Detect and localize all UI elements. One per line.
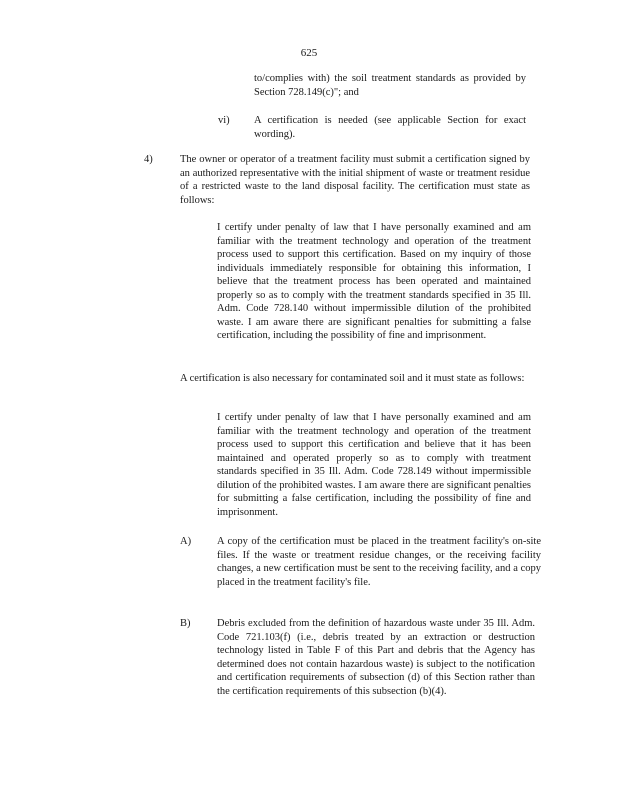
item-4-text: The owner or operator of a treatment facility must submit a certification signed by an authorized representative with the initial shipment of waste or treatment residue of a restricted waste to the land disposal facility. The certification must state as follows: — [180, 154, 530, 206]
item-b-text: Debris excluded from the definition of hazardous waste under 35 Ill. Adm. Code 721.103(f) (i.e., debris treated by an extraction or destruction technology listed in Table F of this Part and debris that the Agency has determined does not contain hazardous waste) is subject to the notification and certification requirements of subsection (d) of this Section rather than the certification requirements of this subsection (b)(4). — [217, 618, 535, 697]
soil-certification-intro — [180, 372, 534, 386]
soil-certification-intro-text: A certification is also necessary for contaminated soil and it must state as follows: — [180, 373, 525, 384]
item-vi-label: vi) — [218, 115, 230, 126]
item-vi — [254, 114, 526, 141]
item-4-label: 4) — [144, 154, 153, 165]
item-a — [217, 535, 541, 589]
item-b-label: B) — [180, 618, 191, 629]
item-v-continuation — [254, 72, 526, 99]
item-vi-text: A certification is needed (see applicable Section for exact wording). — [254, 115, 526, 140]
item-4-intro — [180, 153, 530, 207]
item-b — [217, 617, 535, 698]
certification-quote-2 — [217, 411, 531, 519]
certification-quote-1-text: I certify under penalty of law that I have personally examined and am familiar with the treatment technology and operation of the treatment process used to support this certification. Based on my inquiry of those individuals immediately responsible for obtaining this information, I believe that the treatment process has been operated and maintained properly so as to comply with the treatment standards specified in 35 Ill. Adm. Code 728.140 without impermissible dilution of the prohibited waste. I am aware there are significant penalties for submitting a false certification, including the possibility of fine and imprisonment. — [217, 222, 531, 341]
certification-quote-2-text: I certify under penalty of law that I have personally examined and am familiar with the treatment technology and operation of the treatment process used to support this certification and believe that it has been maintained and operated properly so as to comply with treatment standards specified in 35 Ill. Adm. Code 728.149 without impermissible dilution of the prohibited wastes. I am aware there are significant penalties for submitting a false certification, including the possibility of fine and imprisonment. — [217, 412, 531, 518]
item-a-text: A copy of the certification must be placed in the treatment facility's on-site files. If the waste or treatment residue changes, or the receiving facility changes, a new certification must be sent to the receiving facility, and a copy placed in the treatment facility's file. — [217, 536, 541, 588]
item-v-continuation-text: to/complies with) the soil treatment standards as provided by Section 728.149(c)"; and — [254, 73, 526, 98]
item-a-label: A) — [180, 536, 192, 547]
page-number: 625 — [300, 47, 318, 59]
certification-quote-1 — [217, 221, 531, 343]
